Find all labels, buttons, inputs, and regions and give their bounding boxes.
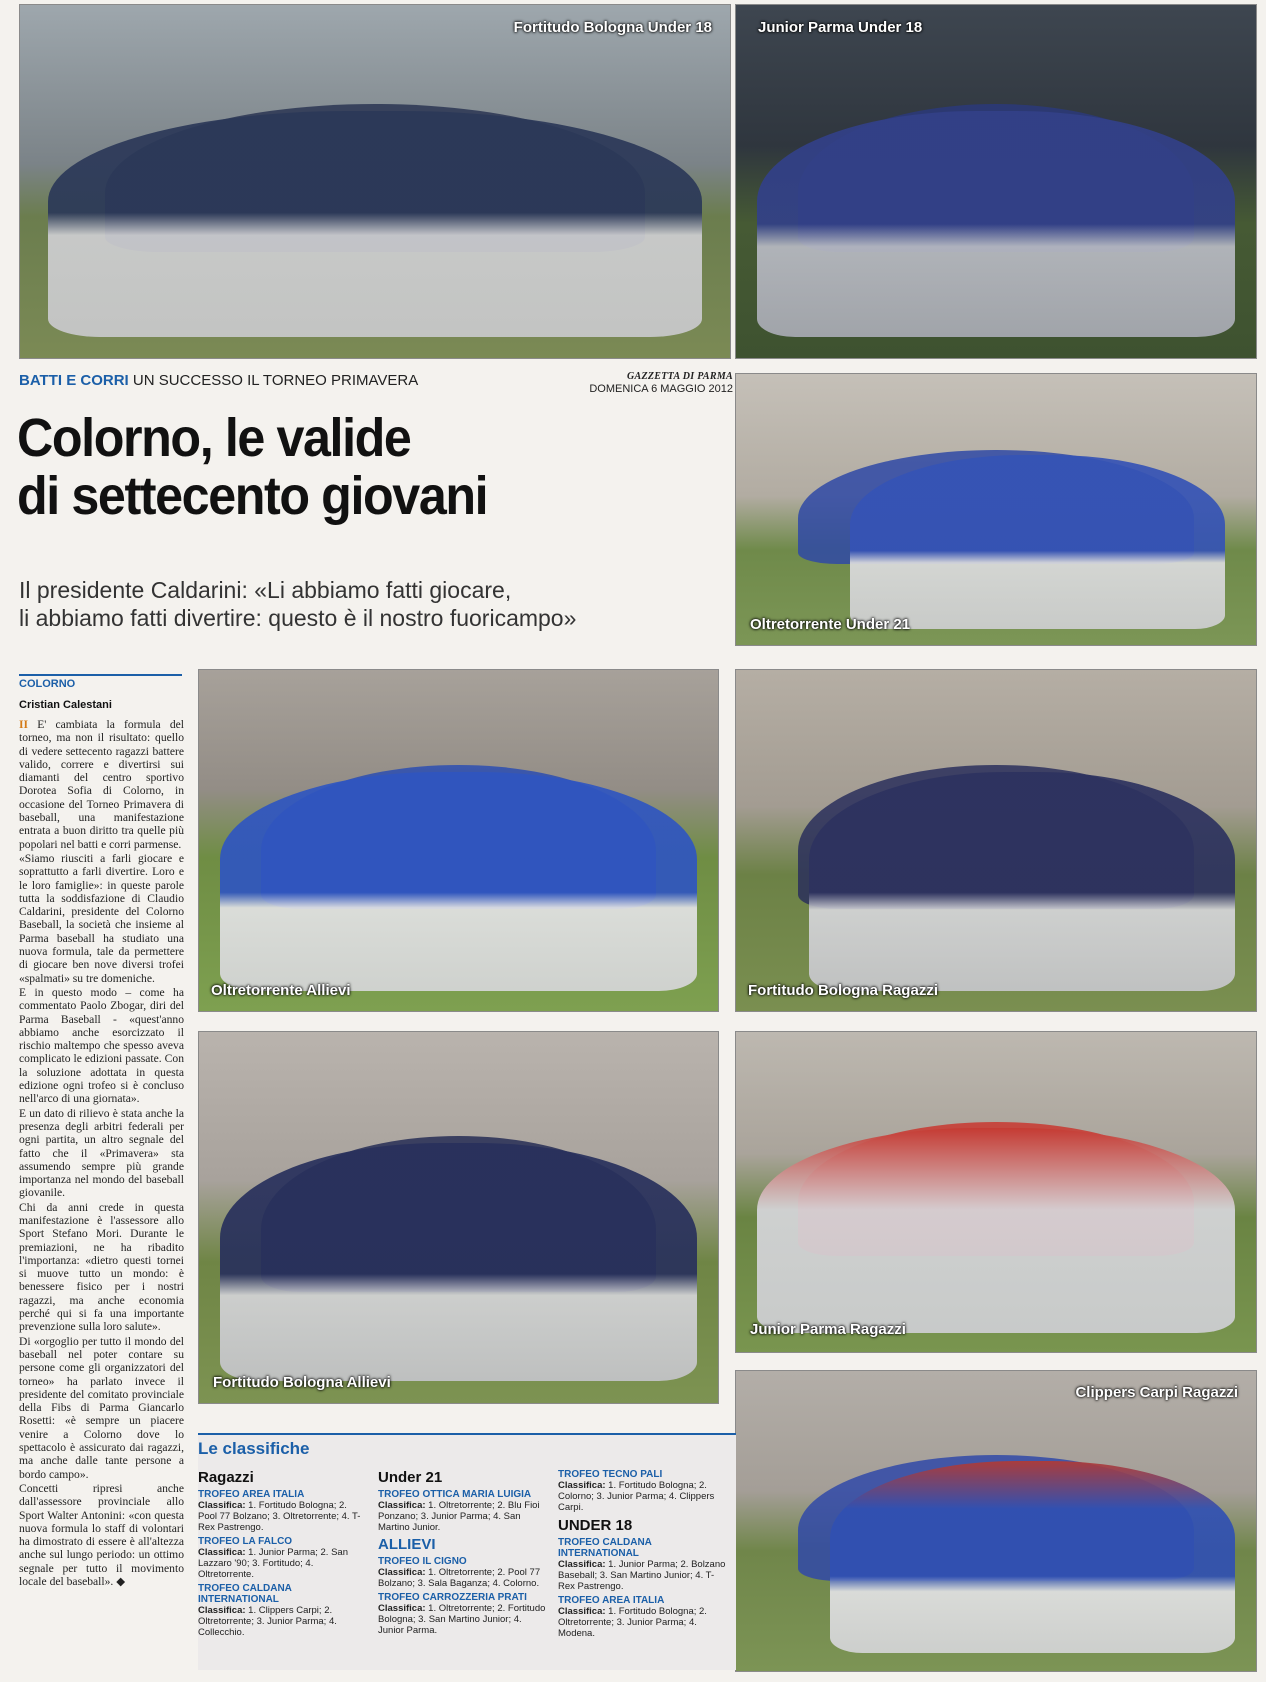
team-photo-fortitudo-bologna-allievi (198, 1031, 719, 1404)
trophy-ranking: Classifica: 1. Fortitudo Bologna; 2. Pool 77 Bolzano; 3. Oltretorrente; 4. T-Rex Pastrengo. (198, 1500, 361, 1533)
article-paragraph: E in questo modo – come ha commentato Paolo Zbogar, diri del Parma Baseball - «quest'anno abbiamo anche esorcizzato il rischio maltempo che spesso aveva complicato le edizioni passate. Con la soluzione adottata in questa edizione ogni trofeo si è concluso nell'arco di una giornata». (19, 985, 184, 1106)
article-paragraph: Chi da anni crede in questa manifestazione è l'assessore allo Sport Stefano Mori. Durante le premiazioni, ne ha ribadito l'importanza: «dietro questi tornei si muove tutto un mondo: è benessere fisico per i nostri ragazzi, ma anche economia perché qui si fa una importante prevenzione sulla loro salute». (19, 1200, 184, 1334)
article-paragraph: Concetti ripresi anche dall'assessore provinciale allo Sport Walter Antonini: «con questa nuova formula lo staff di volontari ha dimostrato di essere è all'altezza anche sul lungo periodo: un ottimo segnale per tutto il movimento locale del baseball». ◆ (19, 1481, 184, 1588)
subheadline-line-2: li abbiamo fatti divertire: questo è il nostro fuoricampo» (19, 605, 577, 631)
publication-date: DOMENICA 6 MAGGIO 2012 (589, 383, 733, 395)
article-paragraph: Di «orgoglio per tutto il mondo del baseball nel poter contare su persone come gli organizzatori del torneo» ha parlato invece il presidente del comitato provinciale della Fibs di Parma Giancarlo Rosetti: «è sempre un piacere venire a Colorno dove lo spettacolo è assicurato dai ragazzi, ma anche dalle tante persone a bordo campo». (19, 1334, 184, 1481)
standings-heading: Ragazzi (198, 1469, 254, 1486)
standings-column-under21-allievi (378, 1469, 548, 1636)
trophy-ranking: Classifica: 1. Oltretorrente; 2. Blu Fioi Ponzano; 3. Junior Parma; 4. San Martino Junior. (378, 1500, 540, 1533)
standings-heading: UNDER 18 (558, 1517, 633, 1534)
standings-heading: ALLIEVI (378, 1536, 436, 1553)
headline (17, 409, 687, 525)
photo-caption: Fortitudo Bologna Ragazzi (748, 982, 938, 999)
trophy-ranking: Classifica: 1. Junior Parma; 2. San Lazzaro '90; 3. Fortitudo; 4. Oltretorrente. (198, 1547, 348, 1580)
kicker (19, 372, 418, 389)
standings-box (198, 1433, 736, 1670)
masthead (577, 371, 733, 395)
trophy-name: TROFEO CARROZZERIA PRATI (378, 1592, 527, 1603)
photo-caption: Oltretorrente Under 21 (750, 616, 911, 633)
trophy-ranking: Classifica: 1. Oltretorrente; 2. Pool 77 Bolzano; 3. Sala Baganza; 4. Colorno. (378, 1567, 541, 1589)
team-photo-junior-parma-ragazzi (735, 1031, 1257, 1353)
photo-caption: Fortitudo Bologna Under 18 (513, 19, 712, 36)
trophy-ranking: Classifica: 1. Oltretorrente; 2. Fortitudo Bologna; 3. San Martino Junior; 4. Junior Parma. (378, 1603, 546, 1636)
team-photo-fortitudo-bologna-u18 (19, 4, 731, 359)
kicker-text: UN SUCCESSO IL TORNEO PRIMAVERA (132, 372, 419, 389)
photo-caption: Fortitudo Bologna Allievi (213, 1374, 391, 1391)
trophy-name: TROFEO CALDANA INTERNATIONAL (198, 1583, 292, 1605)
newspaper-name: GAZZETTA DI PARMA (626, 371, 733, 382)
trophy-name: TROFEO AREA ITALIA (198, 1489, 305, 1500)
team-photo-oltretorrente-allievi (198, 669, 719, 1012)
headline-line-2: di settecento giovani (17, 466, 488, 526)
trophy-name: TROFEO LA FALCO (198, 1536, 293, 1547)
standings-title: Le classifiche (198, 1439, 310, 1458)
team-photo-oltretorrente-u21 (735, 373, 1257, 646)
article-body (19, 718, 184, 1670)
trophy-ranking: Classifica: 1. Fortitudo Bologna; 2. Oltretorrente; 3. Junior Parma; 4. Modena. (558, 1606, 707, 1639)
article-paragraph: II E' cambiata la formula del torneo, ma non il risultato: quello di vedere settecento ragazzi battere valido, correre e divertirsi sui diamanti del centro sportivo Dorotea Sofia di Colorno, in occasione del Torneo Primavera di baseball, una manifestazione entrata a buon diritto tra quelle più popolari nel batti e corri parmense. (19, 718, 184, 851)
article-byline: Cristian Calestani (19, 699, 112, 711)
team-photo-junior-parma-u18 (735, 4, 1257, 359)
photo-caption: Oltretorrente Allievi (211, 982, 351, 999)
drop-marker: II (19, 718, 29, 731)
article-location: COLORNO (19, 674, 182, 690)
trophy-name: TROFEO TECNO PALI (558, 1469, 663, 1480)
section-label: BATTI E CORRI (19, 372, 129, 389)
trophy-name: TROFEO IL CIGNO (378, 1556, 467, 1567)
standings-column-ragazzi (198, 1469, 368, 1638)
standings-heading: Under 21 (378, 1469, 443, 1486)
article-paragraph: E un dato di rilievo è stata anche la presenza degli arbitri federali per ogni partita, un altro segnale del fatto che il «Primavera» sta assumendo sempre più grande importanza nel mondo del baseball giovanile. (19, 1106, 184, 1200)
headline-line-1: Colorno, le valide (17, 408, 411, 468)
subheadline-line-1: Il presidente Caldarini: «Li abbiamo fatti giocare, (19, 577, 512, 603)
article-paragraph: «Siamo riusciti a farli giocare e soprattutto a farli divertire. Loro e le loro famiglie»: in queste parole tutta la soddisfazione di Claudio Caldarini, presidente del Colorno Baseball, la società che insieme al Parma baseball ha studiato una nuova formula, tale da permettere di giocare ben nove diversi trofei «spalmati» su tre domeniche. (19, 851, 184, 985)
team-photo-clippers-carpi-ragazzi (735, 1370, 1257, 1672)
subheadline (19, 576, 734, 632)
trophy-ranking: Classifica: 1. Fortitudo Bologna; 2. Colorno; 3. Junior Parma; 4. Clippers Carpi. (558, 1480, 715, 1513)
team-photo-fortitudo-bologna-ragazzi (735, 669, 1257, 1012)
photo-caption: Junior Parma Ragazzi (750, 1321, 906, 1338)
photo-caption: Clippers Carpi Ragazzi (1075, 1384, 1238, 1401)
trophy-name: TROFEO CALDANA INTERNATIONAL (558, 1537, 652, 1559)
standings-column-under18 (558, 1469, 728, 1639)
trophy-ranking: Classifica: 1. Clippers Carpi; 2. Oltretorrente; 3. Junior Parma; 4. Collecchio. (198, 1605, 337, 1638)
trophy-name: TROFEO OTTICA MARIA LUIGIA (378, 1489, 532, 1500)
photo-caption: Junior Parma Under 18 (758, 19, 923, 36)
trophy-name: TROFEO AREA ITALIA (558, 1595, 665, 1606)
trophy-ranking: Classifica: 1. Junior Parma; 2. Bolzano Baseball; 3. San Martino Junior; 4. T-Rex Pastrengo. (558, 1559, 726, 1592)
